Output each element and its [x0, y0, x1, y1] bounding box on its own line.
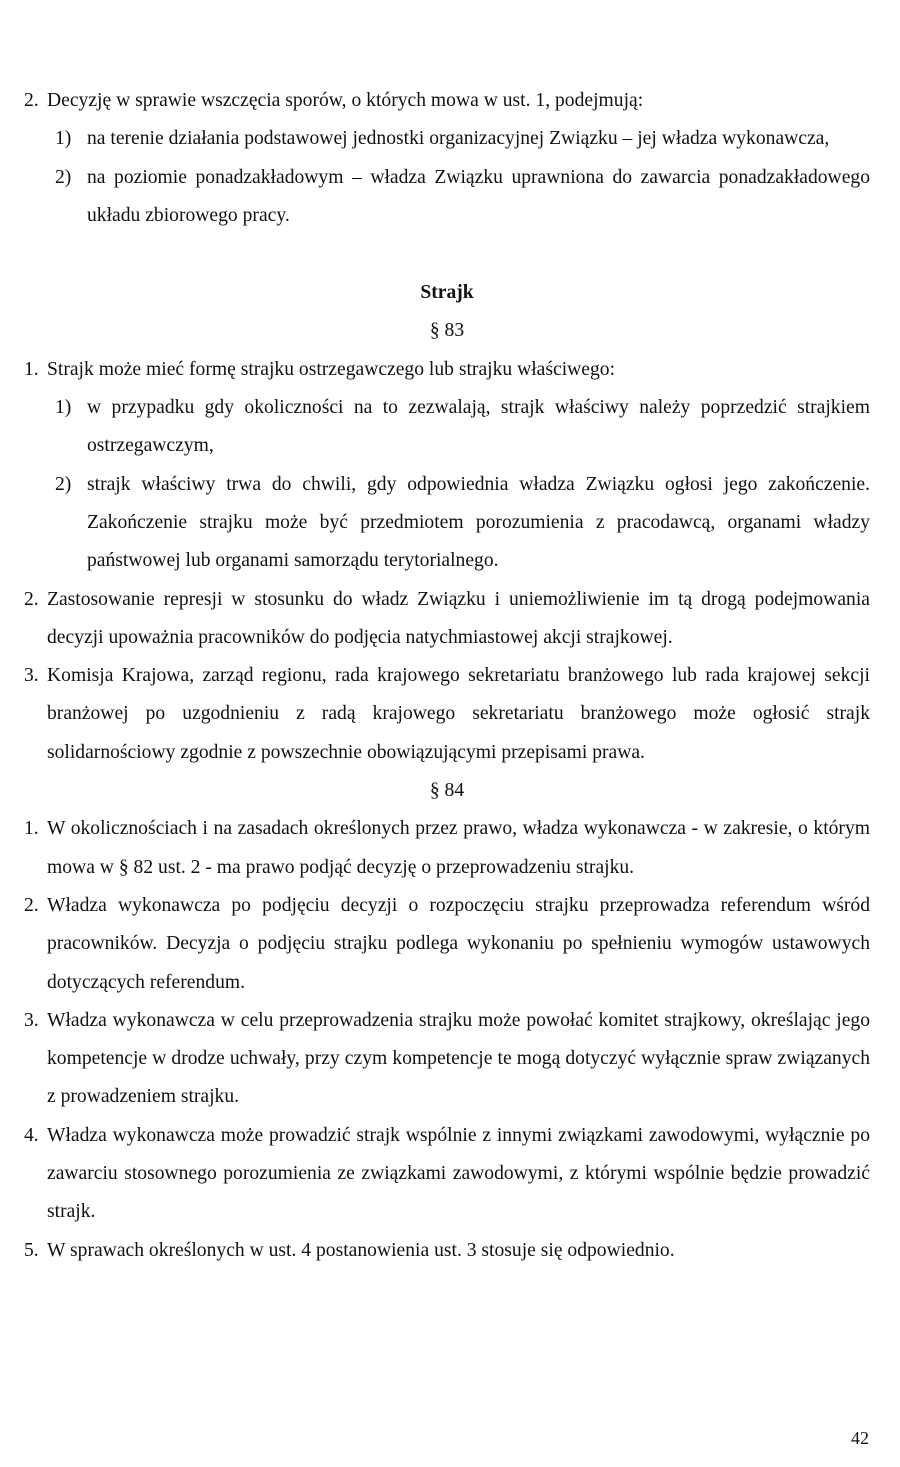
- section-gap: [24, 235, 870, 274]
- paragraph-text: Władza wykonawcza po podjęciu decyzji o rozpoczęciu strajku przeprowadza referendum wśród pracowników. Decyzja o podjęciu strajku podlega wykonaniu po spełnieniu wymogów ustawowych dotyczących referendum.: [47, 894, 870, 993]
- paragraph-number: 3.: [24, 665, 39, 687]
- list-item: [47, 466, 870, 581]
- paragraph-text: Władza wykonawcza może prowadzić strajk wspólnie z innymi związkami zawodowymi, wyłącznie po zawarciu stosownego porozumienia ze związkami zawodowymi, z którymi wspólnie będzie prowadzić strajk.: [47, 1124, 870, 1223]
- paragraph-text: Zastosowanie represji w stosunku do władz Związku i uniemożliwienie im tą drogą podejmowania decyzji upoważnia pracowników do podjęcia natychmiastowej akcji strajkowej.: [47, 588, 870, 648]
- section-heading: Strajk: [420, 282, 474, 304]
- item-text: na terenie działania podstawowej jednostki organizacyjnej Związku – jej władza wykonawcza,: [87, 128, 830, 150]
- item-text: w przypadku gdy okoliczności na to zezwalają, strajk właściwy należy poprzedzić strajkiem ostrzegawczym,: [87, 397, 870, 457]
- s84-paragraph-3: [24, 1002, 870, 1117]
- list-item: [47, 389, 870, 466]
- list-item: [47, 120, 870, 158]
- s84-paragraph-5: [24, 1232, 870, 1270]
- item-number: 2): [55, 166, 72, 188]
- item-number: 1): [55, 397, 72, 419]
- paragraph-text: W okolicznościach i na zasadach określonych przez prawo, władza wykonawcza - w zakresie, o którym mowa w § 82 ust. 2 - ma prawo podjąć decyzję o przeprowadzeniu strajku.: [47, 818, 870, 878]
- item-number: 2): [55, 473, 72, 495]
- paragraph-text: Komisja Krajowa, zarząd regionu, rada krajowego sekretariatu branżowego lub rada krajowej sekcji branżowej po uzgodnieniu z radą krajowego sekretariatu branżowego może ogłosić strajk solidarnościowy zgodnie z powszechnie obowiązującymi przepisami prawa.: [47, 665, 870, 763]
- section-84-label: § 84: [429, 780, 465, 802]
- decision-items: [47, 120, 870, 235]
- document-body: [24, 82, 870, 1270]
- paragraph-2-decision: [24, 82, 870, 120]
- list-item: [47, 159, 870, 236]
- s83-paragraph-2: [24, 581, 870, 658]
- s83-items: [47, 389, 870, 580]
- item-text: na poziomie ponadzakładowym – władza Związku uprawniona do zawarcia ponadzakładowego układu zbiorowego pracy.: [87, 166, 870, 226]
- paragraph-number: 2.: [24, 894, 39, 916]
- s84-paragraph-1: [24, 810, 870, 887]
- item-text: strajk właściwy trwa do chwili, gdy odpowiednia władza Związku ogłosi jego zakończenie. Zakończenie strajku może być przedmiotem porozumienia z pracodawcą, organami władzy państwowej lub organami samorządu terytorialnego.: [87, 473, 870, 572]
- paragraph-number: 2.: [24, 90, 39, 111]
- paragraph-text: W sprawach określonych w ust. 4 postanowienia ust. 3 stosuje się odpowiednio.: [47, 1239, 675, 1261]
- paragraph-number: 2.: [24, 588, 39, 610]
- s83-paragraph-3: [24, 657, 870, 772]
- paragraph-text: Decyzję w sprawie wszczęcia sporów, o których mowa w ust. 1, podejmują:: [47, 90, 644, 111]
- page-number: 42: [851, 1428, 869, 1448]
- item-number: 1): [55, 128, 72, 150]
- s84-paragraph-2: [24, 887, 870, 1002]
- paragraph-number: 4.: [24, 1124, 39, 1146]
- paragraph-text: Władza wykonawcza w celu przeprowadzenia strajku może powołać komitet strajkowy, określając jego kompetencje w drodze uchwały, przy czym kompetencje te mogą dotyczyć wyłącznie spraw związanych z prowadzeniem strajku.: [47, 1009, 870, 1108]
- paragraph-number: 1.: [24, 358, 39, 380]
- section-83-label: § 83: [429, 320, 465, 342]
- s84-paragraph-4: [24, 1117, 870, 1232]
- paragraph-number: 5.: [24, 1239, 39, 1261]
- paragraph-number: 3.: [24, 1009, 39, 1031]
- paragraph-number: 1.: [24, 818, 39, 840]
- s83-paragraph-1: [24, 351, 870, 389]
- paragraph-text: Strajk może mieć formę strajku ostrzegawczego lub strajku właściwego:: [47, 358, 616, 380]
